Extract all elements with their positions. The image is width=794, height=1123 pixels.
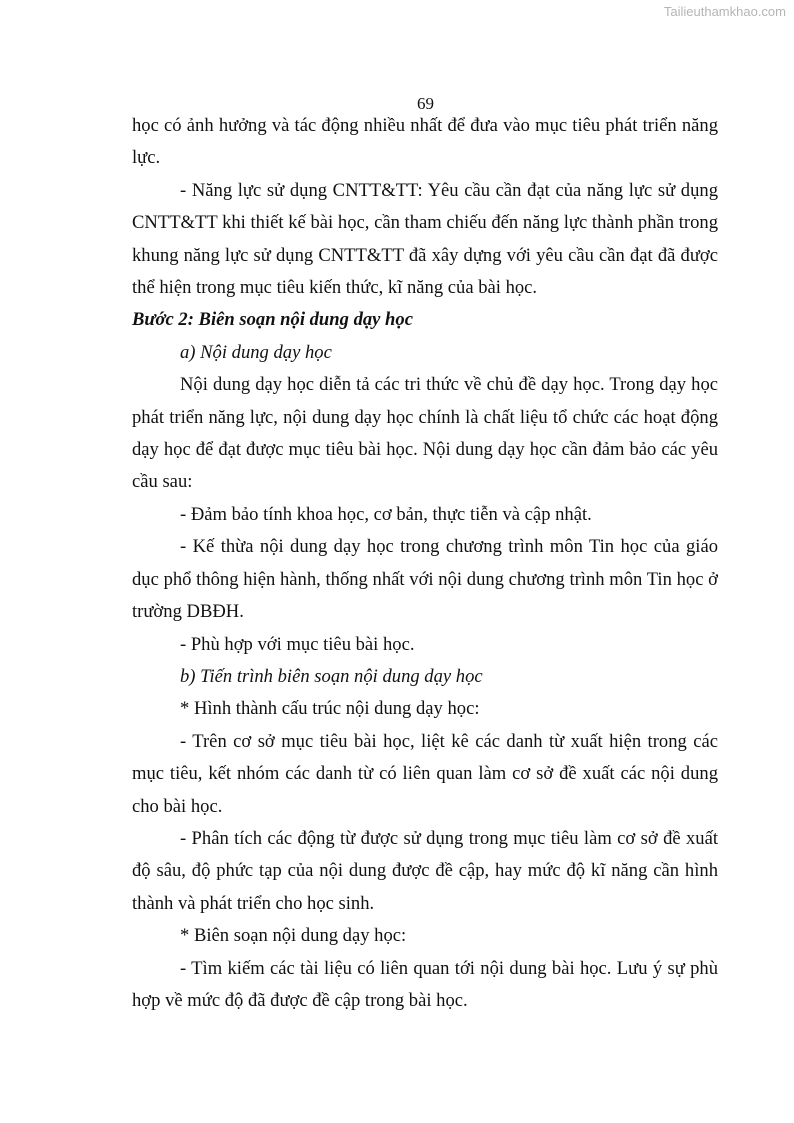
list-item-requirement-2: - Kế thừa nội dung dạy học trong chương trình môn Tin học của giáo dục phổ thông hiện hành, thống nhất với nội dung chương trình môn Tin học ở trường DBĐH. bbox=[132, 536, 718, 623]
subheading-b: b) Tiến trình biên soạn nội dung dạy học bbox=[180, 665, 483, 687]
paragraph-continuation: học có ảnh hưởng và tác động nhiều nhất để đưa vào mục tiêu phát triển năng lực. bbox=[132, 115, 718, 169]
list-item-structure-title: * Hình thành cấu trúc nội dung dạy học: bbox=[180, 698, 480, 720]
section-heading-step-2: Bước 2: Biên soạn nội dung dạy học bbox=[132, 309, 413, 331]
page-number: 69 bbox=[417, 94, 434, 113]
list-item-structure-2: - Phân tích các động từ được sử dụng trong mục tiêu làm cơ sở đề xuất độ sâu, độ phức tạp của nội dung được đề cập, hay mức độ kĩ năng cần hình thành và phát triển cho học sinh. bbox=[132, 827, 718, 914]
list-item-compose-1: - Tìm kiếm các tài liệu có liên quan tới nội dung bài học. Lưu ý sự phù hợp về mức độ đã được đề cập trong bài học. bbox=[132, 957, 718, 1011]
watermark: Tailieuthamkhao.com bbox=[663, 4, 786, 19]
subheading-a: a) Nội dung dạy học bbox=[180, 341, 332, 363]
paragraph-content-definition: Nội dung dạy học diễn tả các tri thức về chủ đề dạy học. Trong dạy học phát triển năng lực, nội dung dạy học chính là chất liệu tổ chức các hoạt động dạy học để đạt được mục tiêu bài học. Nội dung dạy học cần đảm bảo các yêu cầu sau: bbox=[132, 374, 718, 493]
list-item-requirement-1: - Đảm bảo tính khoa học, cơ bản, thực tiễn và cập nhật. bbox=[180, 503, 592, 525]
paragraph-ict-competence: - Năng lực sử dụng CNTT&TT: Yêu cầu cần đạt của năng lực sử dụng CNTT&TT khi thiết kế bài học, cần tham chiếu đến năng lực thành phần trong khung năng lực sử dụng CNTT&TT đã xây dựng với yêu cầu cần đạt đã được thể hiện trong mục tiêu kiến thức, kĩ năng của bài học. bbox=[132, 179, 718, 299]
document-body bbox=[132, 110, 718, 1017]
list-item-structure-1: - Trên cơ sở mục tiêu bài học, liệt kê các danh từ xuất hiện trong các mục tiêu, kết nhóm các danh từ có liên quan làm cơ sở đề xuất các nội dung cho bài học. bbox=[132, 730, 718, 817]
list-item-requirement-3: - Phù hợp với mục tiêu bài học. bbox=[180, 633, 415, 655]
list-item-compose-title: * Biên soạn nội dung dạy học: bbox=[180, 925, 407, 947]
